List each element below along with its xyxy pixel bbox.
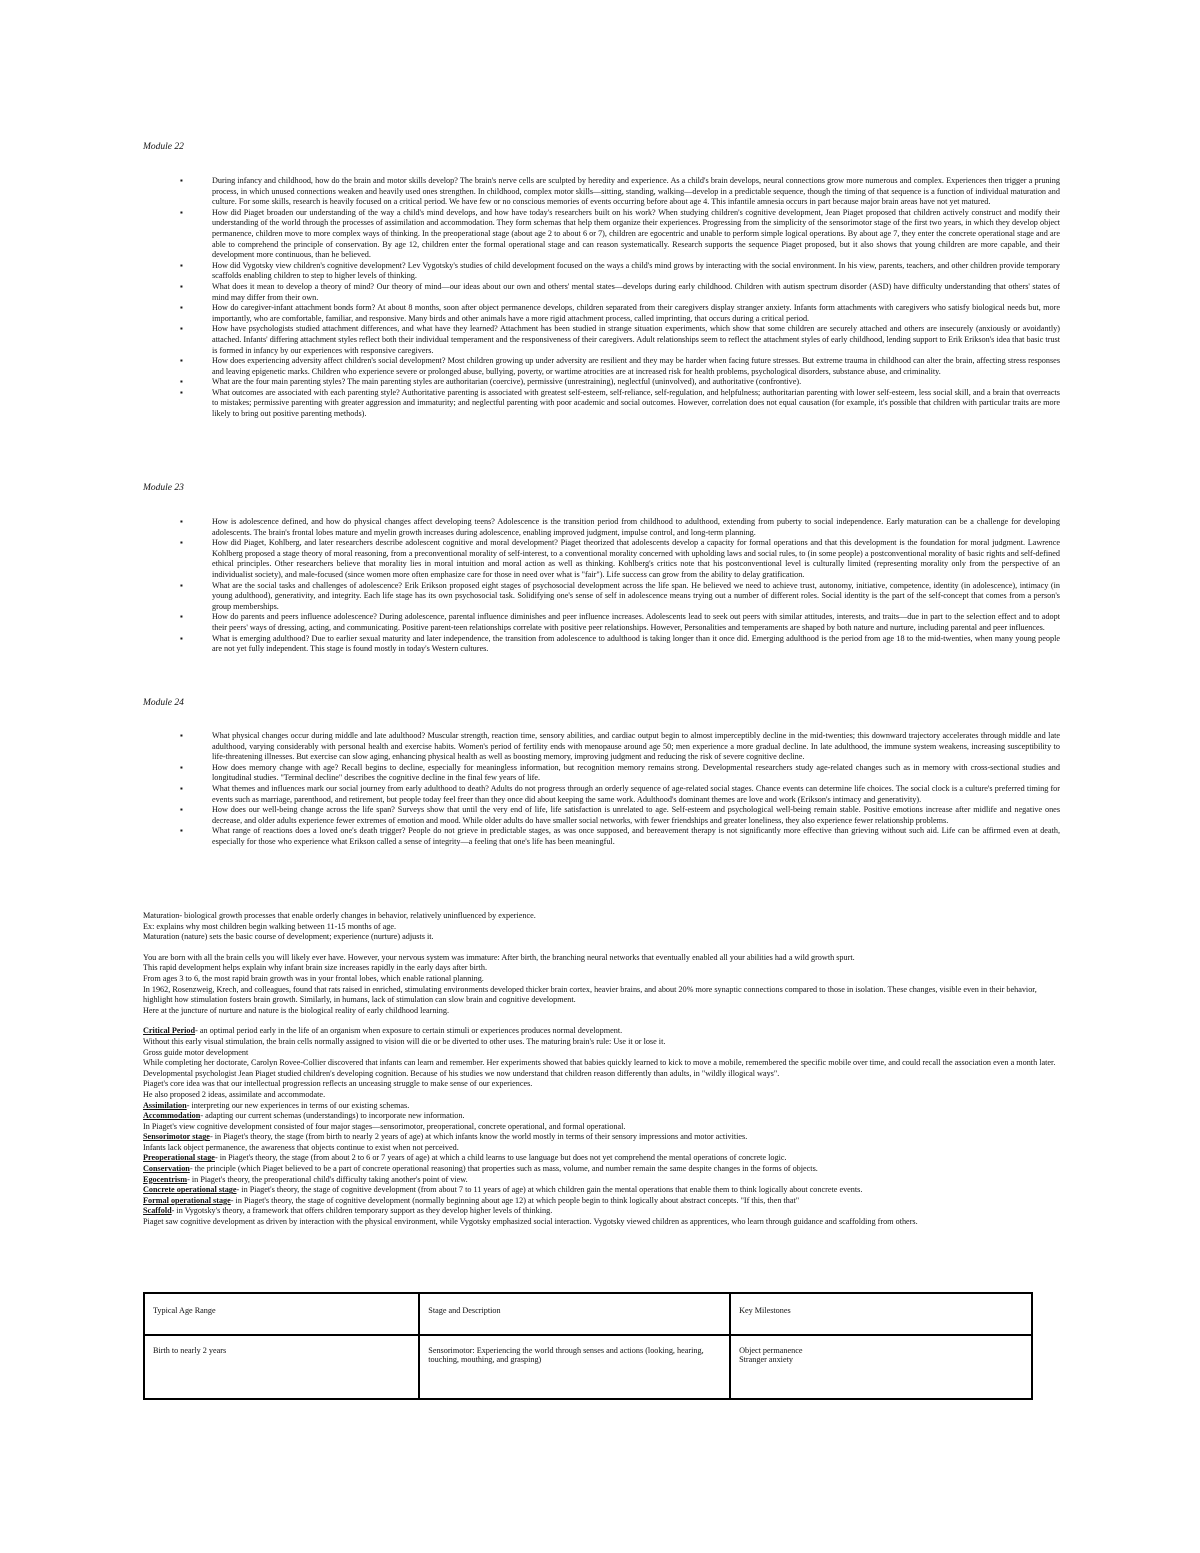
module-23-title: Module 23	[143, 483, 184, 493]
definition-text: - in Piaget's theory, the stage of cognitive development (from about 7 to 11 years of age) at which children gain the mental operations that enable them to think logically about concrete events.	[236, 1185, 863, 1195]
note-line: While completing her doctorate, Carolyn Rovee-Collier discovered that infants can learn and remember. Her experiments showed that babies quickly learned to kick to move a mobile, remembered the specific mobile over time, and could recall the association even a month later.	[143, 1058, 1056, 1068]
list-item: ▪ During infancy and childhood, how do the brain and motor skills develop? The brain's nerve cells are sculpted by heredity and experience. As a child's brain develops, neural connections grow more numerous and complex. Experiences then trigger a pruning process, in which unused connections weaken and heavily used ones strengthen. In childhood, complex motor skills—sitting, standing, walking—develop in a predictable sequence, though the timing of that sequence is a function of individual maturation and culture. For some skills, research is heavily focused on a critical period. We have few or no conscious memories of events occurring before about age 4. This infantile amnesia occurs in part because major brain areas have not yet matured.	[180, 176, 1060, 208]
term: Preoperational stage	[143, 1153, 215, 1163]
column-header: Typical Age Range	[144, 1293, 419, 1335]
definition-accommodation	[143, 1111, 1063, 1122]
list-item: ▪ How is adolescence defined, and how do physical changes affect developing teens? Adolescence is the transition period from childhood to adulthood, extending from puberty to social independence. Early maturation can be a challenge for developing adolescents. The brain's frontal lobes mature and myelin growth increases during adolescence, enabling improved judgment, impulse control, and long-term planning.	[180, 517, 1060, 538]
term: Conservation	[143, 1164, 190, 1174]
milestone: Stranger anxiety	[739, 1355, 793, 1364]
table-row	[144, 1335, 1032, 1399]
definition-text: - in Vygotsky's theory, a framework that offers children temporary support as they develop higher levels of thinking.	[171, 1206, 553, 1216]
list-item: ▪ How have psychologists studied attachment differences, and what have they learned? Attachment has been studied in strange situation experiments, which show that some children are securely attached and others are insecurely (anxiously or avoidantly) attached. Infants' differing attachment styles reflect both their individual temperament and the responsiveness of their caregivers. Adult relationships seem to reflect the attachment styles of early childhood, lending support to Erik Erikson's idea that basic trust is formed in infancy by our experiences with responsive caregivers.	[180, 324, 1060, 356]
module-24-title: Module 24	[143, 698, 184, 708]
definition-concrete-operational	[143, 1185, 1063, 1196]
note-line: Here at the juncture of nurture and nature is the biological reality of early childhood learning.	[143, 1005, 450, 1015]
definition-text: - in Piaget's theory, the preoperational child's difficulty taking another's point of view.	[187, 1174, 468, 1184]
term: Assimilation	[143, 1100, 187, 1110]
definition-text: - adapting our current schemas (understandings) to incorporate new information.	[200, 1111, 465, 1121]
list-item: ▪ What outcomes are associated with each parenting style? Authoritative parenting is associated with greatest self-esteem, self-reliance, self-regulation, and helpfulness; authoritarian parenting with lower self-esteem, less social skill, and a brain that overreacts to mistakes; permissive parenting with greater aggression and immaturity; and neglectful parenting with poor academic and social outcomes. However, correlation does not equal causation (for example, it's possible that children with particular traits are more likely to bring out positive parenting methods).	[180, 388, 1060, 420]
definition-text: - the principle (which Piaget believed to be a part of concrete operational reasoning) that properties such as mass, volume, and number remain the same despite changes in the forms of objects.	[189, 1164, 818, 1174]
module-23-bullets	[180, 517, 1060, 655]
list-item: ▪ What are the four main parenting styles? The main parenting styles are authoritarian (coercive), permissive (unrestraining), neglectful (uninvolved), and authoritative (confrontive).	[180, 377, 1060, 388]
notes-section	[143, 911, 1063, 1228]
table-cell	[730, 1335, 1032, 1399]
module-24-bullets	[180, 731, 1060, 848]
column-header: Key Milestones	[730, 1293, 1032, 1335]
definition-egocentrism	[143, 1175, 1063, 1186]
note-line: Ex: explains why most children begin walking between 11-15 months of age.	[143, 921, 397, 931]
note-line: Piaget saw cognitive development as driven by interaction with the physical environment, while Vygotsky emphasized social interaction. Vygotsky viewed children as apprentices, who learn through guidance and scaffolding from others.	[143, 1217, 918, 1227]
milestone: Object permanence	[739, 1346, 803, 1355]
term: Sensorimotor stage	[143, 1132, 210, 1142]
note-line: From ages 3 to 6, the most rapid brain growth was in your frontal lobes, which enable rational planning.	[143, 973, 484, 983]
definition-text: - interpreting our new experiences in terms of our existing schemas.	[186, 1100, 410, 1110]
note-line: Piaget's core idea was that our intellectual progression reflects an unceasing struggle to make sense of our experiences.	[143, 1079, 533, 1089]
definition-sensorimotor	[143, 1132, 1063, 1143]
definition-critical-period	[143, 1026, 1063, 1037]
term: Scaffold	[143, 1206, 172, 1216]
definition-preoperational	[143, 1153, 1063, 1164]
definition-scaffold	[143, 1206, 1063, 1217]
table-cell: Sensorimotor: Experiencing the world through senses and actions (looking, hearing, touching, mouthing, and grasping)	[419, 1335, 730, 1399]
list-item: ▪ How does experiencing adversity affect children's social development? Most children growing up under adversity are resilient and they may be harder when facing future stresses. But extreme trauma in childhood can alter the brain, affecting stress responses and leaving epigenetic marks. Children who experience severe or prolonged abuse, bullying, poverty, or wartime atrocities are at increased risk for health problems, psychological disorders, substance abuse, and criminality.	[180, 356, 1060, 377]
list-item: ▪ How does memory change with age? Recall begins to decline, especially for meaningless information, but recognition memory remains strong. Developmental researchers study age-related changes such as in memory with cross-sectional studies and longitudinal studies. "Terminal decline" describes the cognitive decline in the final few years of life.	[180, 763, 1060, 784]
note-line: Maturation (nature) sets the basic course of development; experience (nurture) adjusts it.	[143, 932, 434, 942]
list-item: ▪ How did Piaget, Kohlberg, and later researchers describe adolescent cognitive and moral development? Piaget theorized that adolescents develop a capacity for formal operations and that this development is the foundation for moral judgment. Lawrence Kohlberg proposed a stage theory of moral reasoning, from a preconventional morality of self-interest, to a conventional morality concerned with upholding laws and social rules, to (in some people) a postconventional morality of basic rights and self-defined ethical principles. Other researchers believe that morality lies in moral intuition and moral action as well as thinking. Kohlberg's critics note that his postconventional level is culturally limited (representing morality only from the perspective of an individualist society), and male-focused (since women more often emphasize care for those in need over what is "fair"). Life success can grow from the ability to delay gratification.	[180, 538, 1060, 580]
list-item: ▪ What physical changes occur during middle and late adulthood? Muscular strength, reaction time, sensory abilities, and cardiac output begin to almost imperceptibly decline in the mid-twenties; this downward trajectory accelerates through middle and late adulthood, varying considerably with personal health and exercise habits. Women's period of fertility ends with menopause around age 50; men experience a more gradual decline. In late adulthood, the immune system weakens, increasing susceptibility to life-threatening illnesses. But exercise can slow aging, enhancing physical health as well as boosting memory, improving judgment and reducing the risk of severe cognitive decline.	[180, 731, 1060, 763]
definition-assimilation	[143, 1101, 1063, 1112]
list-item: ▪ What range of reactions does a loved one's death trigger? People do not grieve in predictable stages, as was once supposed, and bereavement therapy is not significantly more effective than grieving without such aid. Life can be affirmed even at death, especially for those who experience what Erikson called a sense of integrity—a feeling that one's life has been meaningful.	[180, 826, 1060, 847]
table-header-row	[144, 1293, 1032, 1335]
term: Formal operational stage	[143, 1195, 231, 1205]
module-22-title: Module 22	[143, 142, 184, 152]
note-line: Developmental psychologist Jean Piaget studied children's developing cognition. Because of his studies we now understand that children reason differently than adults, in "wildly illogical ways".	[143, 1068, 780, 1078]
note-line: You are born with all the brain cells you will likely ever have. However, your nervous system was immature: After birth, the branching neural networks that eventually enabled all your abilities had a wild growth spurt.	[143, 952, 855, 962]
term: Egocentrism	[143, 1174, 188, 1184]
list-item: ▪ What themes and influences mark our social journey from early adulthood to death? Adults do not progress through an orderly sequence of age-related social stages. Chance events can determine life choices. The social clock is a culture's preferred timing for events such as marriage, parenthood, and retirement, but people today feel freer than they once did about keeping the same work. Adulthood's dominant themes are love and work (Erikson's intimacy and generativity).	[180, 784, 1060, 805]
list-item: ▪ How do parents and peers influence adolescence? During adolescence, parental influence diminishes and peer influence increases. Adolescents lead to seek out peers with similar attitudes, interests, and traits—due in part to the selection effect and to adopt their peers' ways of dressing, acting, and communicating. Positive parent-teen relationships correlate with positive peer relationships. However, Personalities and temperaments are shaped by both nature and nurture, including parental and peer influences.	[180, 612, 1060, 633]
list-item: ▪ What are the social tasks and challenges of adolescence? Erik Erikson proposed eight stages of psychosocial development across the life span. He believed we need to achieve trust, autonomy, initiative, competence, identity (in adolescence), intimacy (in young adulthood), generativity, and integrity. Each life stage has its own psychosocial task. Solidifying one's sense of self in adolescence means trying out a number of different roles. Social identity is the part of the self-concept that comes from a person's group memberships.	[180, 581, 1060, 613]
note-line: In 1962, Rosenzweig, Krech, and colleagues, found that rats raised in enriched, stimulating environments developed thicker brain cortex, heavier brains, and about 20% more synaptic connections compared to those in isolation. These changes, visible even in their behavior, highlight how stimulation fosters brain growth. Similarly, in humans, lack of stimulation can slow brain and cognitive development.	[143, 984, 1037, 1005]
definition-conservation	[143, 1164, 1063, 1175]
list-item: ▪ How does our well-being change across the life span? Surveys show that until the very end of life, life satisfaction is unrelated to age. Self-esteem and psychological well-being remain stable. Positive emotions increase after midlife and negative ones decrease, and older adults experience fewer extremes of emotion and mood. While older adults do have smaller social networks, with fewer friendships and greater loneliness, they also experience fewer relationship problems.	[180, 805, 1060, 826]
table-cell: Birth to nearly 2 years	[144, 1335, 419, 1399]
note-line: Gross guide motor development	[143, 1047, 249, 1057]
list-item: ▪ How did Vygotsky view children's cognitive development? Lev Vygotsky's studies of child development focused on the ways a child's mind grows by interacting with the social environment. In his view, parents, teachers, and other children provide temporary scaffolds enabling children to step to higher levels of thinking.	[180, 261, 1060, 282]
term: Concrete operational stage	[143, 1185, 237, 1195]
definition-text: - in Piaget's theory, the stage (from birth to nearly 2 years of age) at which infants know the world mostly in terms of their sensory impressions and motor activities.	[209, 1132, 748, 1142]
definition-text: - in Piaget's theory, the stage of cognitive development (normally beginning about age 12) at which people begin to think logically about abstract concepts. "If this, then that"	[230, 1195, 800, 1205]
column-header: Stage and Description	[419, 1293, 730, 1335]
note-line: Infants lack object permanence, the awareness that objects continue to exist when not perceived.	[143, 1142, 459, 1152]
definition-formal-operational	[143, 1196, 1063, 1207]
note-line: Without this early visual stimulation, the brain cells normally assigned to vision will die or be diverted to other uses. The maturing brain's rule: Use it or lose it.	[143, 1036, 666, 1046]
note-line: Maturation- biological growth processes that enable orderly changes in behavior, relatively uninfluenced by experience.	[143, 911, 536, 920]
list-item: ▪ What does it mean to develop a theory of mind? Our theory of mind—our ideas about our own and others' mental states—develops during early childhood. Children with autism spectrum disorder (ASD) have difficulty understanding that others' states of mind may differ from their own.	[180, 282, 1060, 303]
note-line: In Piaget's view cognitive development consisted of four major stages—sensorimotor, preoperational, concrete operational, and formal operational.	[143, 1121, 626, 1131]
term: Critical Period	[143, 1026, 196, 1036]
list-item: ▪ How do caregiver-infant attachment bonds form? At about 8 months, soon after object permanence develops, children separated from their caregivers display stranger anxiety. Infants form attachments with caregivers who satisfy biological needs but, more importantly, who are comfortable, familiar, and responsive. Many birds and other animals have a more rigid attachment process, called imprinting, that occurs during a critical period.	[180, 303, 1060, 324]
definition-text: - in Piaget's theory, the stage (from about 2 to 6 or 7 years of age) at which a child learns to use language but does not yet comprehend the mental operations of concrete logic.	[214, 1153, 787, 1163]
piaget-stages-table	[143, 1292, 1033, 1400]
term: Accommodation	[143, 1111, 201, 1121]
list-item: ▪ What is emerging adulthood? Due to earlier sexual maturity and later independence, the transition from adolescence to adulthood is taking longer than it once did. Emerging adulthood is the period from age 18 to the mid-twenties, when many young people are not yet fully independent. This stage is found mostly in today's Western cultures.	[180, 634, 1060, 655]
note-line: He also proposed 2 ideas, assimilate and accommodate.	[143, 1089, 326, 1099]
list-item: ▪ How did Piaget broaden our understanding of the way a child's mind develops, and how have today's researchers built on his work? When studying children's cognitive development, Jean Piaget proposed that children actively construct and modify their understanding of the world through the processes of assimilation and accommodation. They form schemas that help them organize their experiences. Progressing from the simplicity of the sensorimotor stage of the first two years, in which they develop object permanence, children move to more complex ways of thinking. In the preoperational stage (about age 2 to about 6 or 7), children are egocentric and unable to perform simple logical operations. By about age 7, they enter the concrete operational stage and are able to comprehend the principle of conservation. By age 12, children enter the formal operational stage and can reason systematically. Research supports the sequence Piaget proposed, but it also shows that young children are more capable, and their development more continuous, than he believed.	[180, 208, 1060, 261]
note-line: This rapid development helps explain why infant brain size increases rapidly in the early days after birth.	[143, 963, 487, 973]
definition-text: - an optimal period early in the life of an organism when exposure to certain stimuli or experiences produces normal development.	[195, 1026, 623, 1036]
module-22-bullets	[180, 176, 1060, 420]
